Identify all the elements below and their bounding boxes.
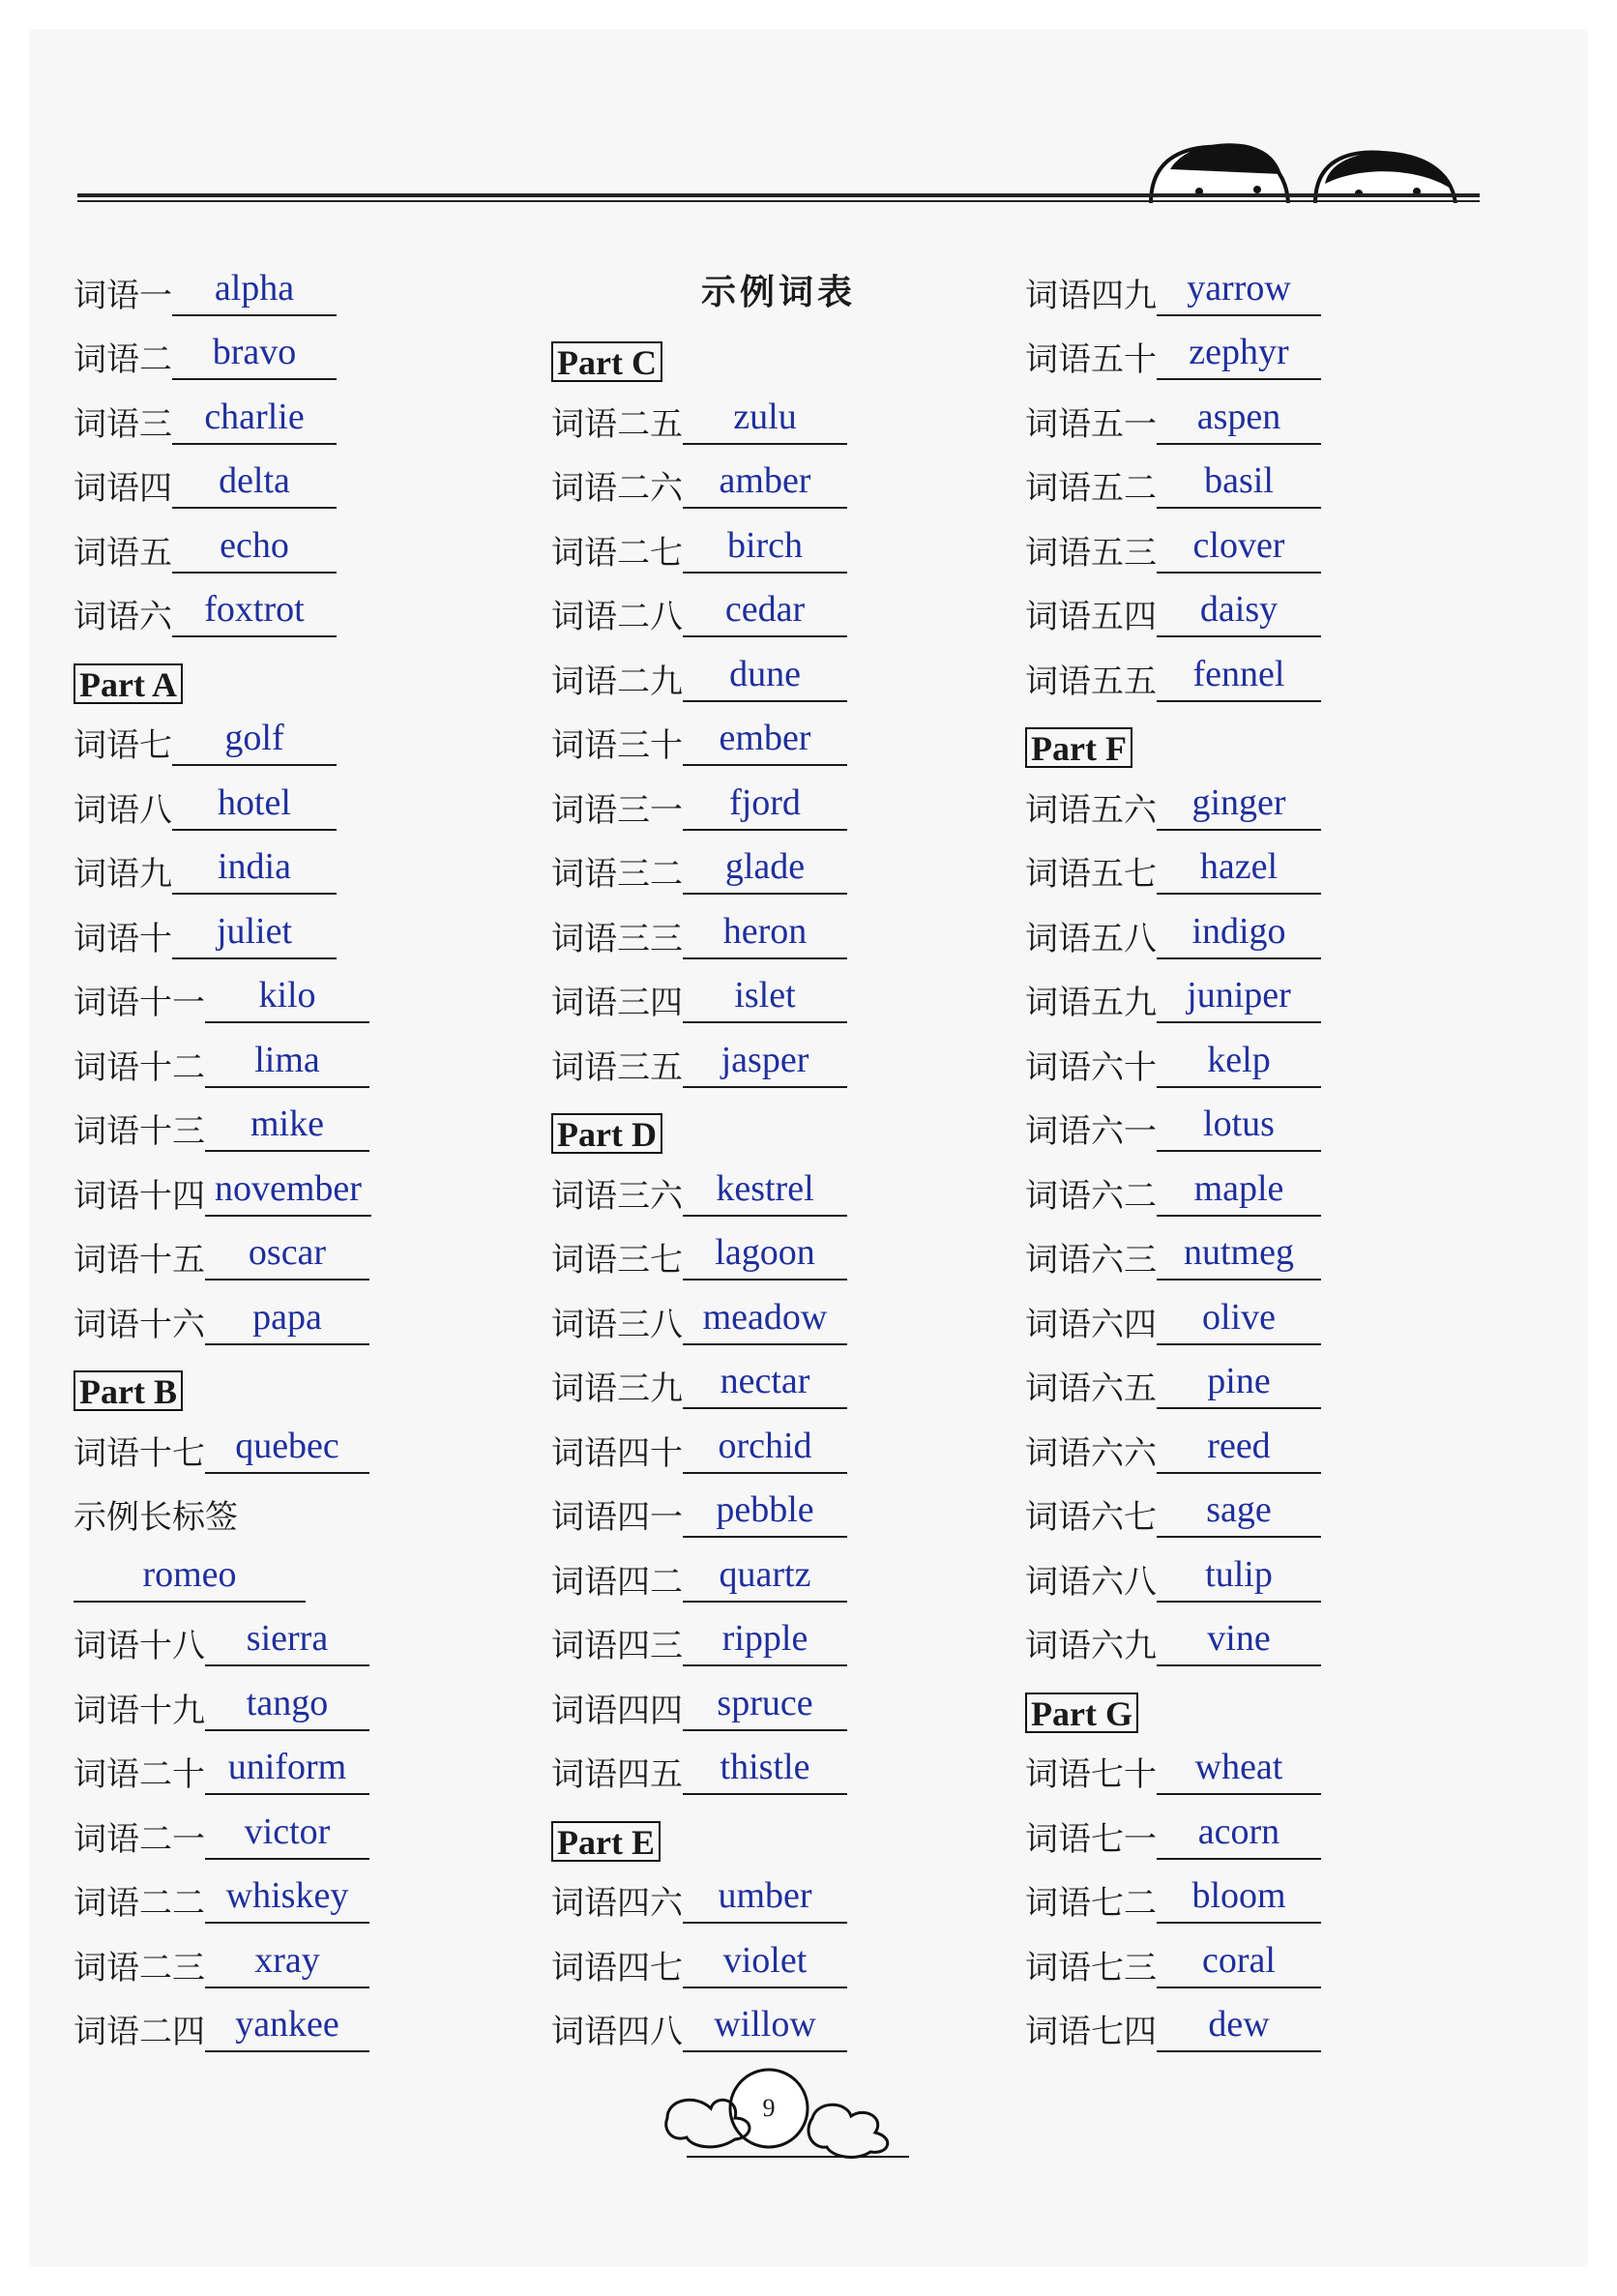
answer-blank[interactable]: coral [1157,1942,1321,1988]
chinese-term: 词语十一 [74,984,205,1022]
vocab-row [1025,1090,1480,1155]
vocab-row [551,1990,1006,2055]
chinese-term: 词语十 [74,919,172,958]
vocab-row [1025,382,1480,447]
page-number: 9 [762,2094,776,2122]
chinese-term: 词语三八 [551,1305,683,1344]
vocab-row [551,1540,1006,1604]
vocab-row [74,1090,528,1155]
vocab-row [74,1476,528,1541]
answer-blank[interactable]: tulip [1157,1556,1321,1603]
answer-blank[interactable]: india [172,848,337,895]
vocab-row [1025,1476,1480,1541]
vocab-row [551,1411,1006,1476]
vocab-row [74,1411,528,1476]
answer-blank[interactable]: november [205,1170,371,1217]
chinese-term: 词语三二 [551,855,683,894]
chinese-term: 词语四四 [551,1691,683,1730]
chinese-term: 词语三七 [551,1241,683,1280]
vocab-row [1025,639,1480,704]
chinese-term: 词语五五 [1025,662,1157,701]
answer-blank[interactable]: orchid [683,1428,847,1474]
chinese-term: 词语四七 [551,1948,683,1987]
vocab-row [551,1476,1006,1541]
answer-blank[interactable]: violet [683,1942,847,1988]
chinese-term: 词语六八 [1025,1562,1157,1602]
chinese-term: 词语十八 [74,1627,205,1665]
vocab-row [1025,768,1480,833]
chinese-term: 词语十四 [74,1176,205,1216]
chinese-term: 词语二十 [74,1755,205,1794]
vocab-row [1025,253,1480,318]
answer-blank[interactable]: clover [1157,527,1321,574]
chinese-term: 词语五六 [1025,790,1157,830]
vocab-row [1025,1990,1480,2055]
answer-blank[interactable]: jasper [683,1042,847,1088]
answer-blank[interactable]: uniform [205,1749,369,1795]
answer-blank[interactable]: fennel [1157,656,1321,702]
unit-heading: Part B [74,1370,183,1411]
vocab-row [1025,1733,1480,1798]
unit-heading: Part D [551,1113,662,1154]
answer-blank[interactable]: hotel [172,784,337,831]
answer-blank[interactable]: lima [205,1042,369,1088]
vocab-row [551,1797,1006,1862]
vocab-row [74,447,528,512]
vocab-row [551,704,1006,769]
chinese-term: 词语四八 [551,2013,683,2051]
answer-blank[interactable]: pebble [683,1491,847,1538]
chinese-term: 词语三一 [551,790,683,830]
chinese-term: 词语六六 [1025,1433,1157,1473]
vocab-row [74,1668,528,1733]
answer-blank[interactable]: dune [683,656,847,702]
answer-blank[interactable]: bravo [172,334,337,380]
unit-heading: Part C [551,341,662,382]
chinese-term: 词语五九 [1025,984,1157,1022]
chinese-term: 词语五二 [1025,469,1157,508]
answer-blank[interactable]: daisy [1157,591,1321,637]
answer-blank[interactable]: victor [205,1813,369,1860]
answer-blank[interactable]: nectar [683,1363,847,1409]
answer-blank[interactable]: quebec [205,1428,369,1474]
unit-heading: Part E [551,1821,661,1862]
answer-blank[interactable]: meadow [683,1299,847,1345]
answer-blank[interactable]: dew [1157,2006,1321,2052]
vocab-row [551,1347,1006,1412]
vocab-row [74,704,528,769]
answer-blank[interactable]: xray [205,1942,369,1988]
chinese-term: 词语四十 [551,1433,683,1473]
vocab-row [1025,833,1480,898]
chinese-term: 词语三三 [551,919,683,958]
chinese-term: 词语十九 [74,1691,205,1730]
vocab-row [551,575,1006,640]
vocab-row [551,253,1006,318]
answer-blank[interactable]: hazel [1157,848,1321,895]
vocab-row [1025,1926,1480,1990]
answer-blank[interactable]: echo [172,527,337,574]
vocab-row [1025,1282,1480,1347]
chinese-term: 词语三 [74,404,172,444]
answer-blank[interactable]: yarrow [1157,270,1321,316]
chinese-term: 词语六九 [1025,1627,1157,1665]
answer-blank[interactable]: ember [683,720,847,766]
vocab-row [551,1154,1006,1219]
answer-blank[interactable]: amber [683,462,847,509]
answer-blank[interactable]: fjord [683,784,847,831]
vocab-row [551,639,1006,704]
answer-blank[interactable]: juniper [1157,977,1321,1023]
answer-blank[interactable]: oscar [205,1234,369,1280]
chinese-term: 词语七一 [1025,1819,1157,1859]
answer-blank[interactable]: bloom [1157,1877,1321,1924]
vocab-row [74,1604,528,1669]
vocab-row [74,511,528,575]
vocab-row [551,1862,1006,1927]
chinese-term: 词语二三 [74,1948,205,1987]
vocab-row [74,1862,528,1927]
vocab-row [551,1733,1006,1798]
vocab-row [74,1025,528,1090]
unit-heading: Part F [1025,727,1132,768]
answer-blank[interactable]: sierra [205,1620,369,1666]
answer-blank[interactable]: charlie [172,398,337,445]
vocab-row [74,1347,528,1412]
answer-blank[interactable]: golf [172,720,337,766]
answer-blank[interactable]: romeo [74,1556,306,1603]
chinese-term: 词语五一 [1025,404,1157,444]
answer-blank[interactable]: glade [683,848,847,895]
answer-blank[interactable]: zulu [683,398,847,445]
chinese-term: 词语五三 [1025,533,1157,573]
answer-blank[interactable]: pine [1157,1363,1321,1409]
answer-blank[interactable]: willow [683,2006,847,2052]
vocab-row [74,833,528,898]
chinese-term: 词语二 [74,340,172,379]
chinese-term: 词语六三 [1025,1241,1157,1280]
header-rule [77,193,1480,202]
chinese-term: 词语六 [74,598,172,636]
vocab-row [1025,1219,1480,1283]
chinese-term: 词语二四 [74,2013,205,2051]
chinese-term: 词语十七 [74,1433,205,1473]
chinese-term: 词语十五 [74,1241,205,1280]
vocab-row [551,961,1006,1026]
answer-blank[interactable]: kestrel [683,1170,847,1217]
chinese-term: 词语四二 [551,1562,683,1602]
answer-blank[interactable]: lagoon [683,1234,847,1280]
vocab-row [551,511,1006,575]
chinese-term: 词语七四 [1025,2013,1157,2051]
chinese-term: 词语三四 [551,984,683,1022]
vocab-row [1025,961,1480,1026]
vocab-row [74,1990,528,2055]
vocab-row [551,1668,1006,1733]
column-2 [551,253,1006,2054]
chinese-term: 词语五十 [1025,340,1157,379]
chinese-term: 词语七十 [1025,1755,1157,1794]
chinese-term: 词语四三 [551,1627,683,1665]
vocab-row [551,897,1006,961]
answer-blank[interactable]: nutmeg [1157,1234,1321,1280]
answer-blank[interactable]: tango [205,1685,369,1731]
vocab-row [74,318,528,383]
chinese-term: 词语六五 [1025,1369,1157,1408]
answer-blank[interactable]: ripple [683,1620,847,1666]
chinese-term: 词语四六 [551,1884,683,1923]
chinese-term: 词语一 [74,276,172,315]
answer-blank[interactable]: delta [172,462,337,509]
answer-blank[interactable]: kelp [1157,1042,1321,1088]
chinese-term: 词语二八 [551,598,683,636]
answer-blank[interactable]: maple [1157,1170,1321,1217]
answer-blank[interactable]: acorn [1157,1813,1321,1860]
vocab-row [551,1090,1006,1155]
vocab-row [74,1733,528,1798]
answer-blank[interactable]: heron [683,913,847,959]
vocab-row [1025,1540,1480,1604]
page-number-ornament [658,2060,938,2176]
answer-blank[interactable]: yankee [205,2006,369,2052]
answer-blank[interactable]: papa [205,1299,369,1345]
answer-blank[interactable]: kilo [205,977,369,1023]
chinese-term: 词语七三 [1025,1948,1157,1987]
chinese-term: 词语六七 [1025,1498,1157,1537]
column-3 [1025,253,1480,2054]
chinese-term: 词语六四 [1025,1305,1157,1344]
answer-blank[interactable]: vine [1157,1620,1321,1666]
chinese-term: 词语六二 [1025,1176,1157,1216]
chinese-term: 词语五七 [1025,855,1157,894]
vocab-row [1025,704,1480,769]
answer-blank[interactable]: reed [1157,1428,1321,1474]
answer-blank[interactable]: birch [683,527,847,574]
vocab-row [74,1282,528,1347]
chinese-term: 示例长标签 [74,1498,238,1537]
answer-blank[interactable]: juliet [172,913,337,959]
vocab-row [74,639,528,704]
vocab-row [551,768,1006,833]
column-1 [74,253,528,2054]
chinese-term: 词语三十 [551,726,683,765]
answer-blank[interactable]: quartz [683,1556,847,1603]
vocab-row [551,1282,1006,1347]
vocab-row [551,1604,1006,1669]
vocab-row [551,833,1006,898]
vocab-row [1025,1347,1480,1412]
vocab-row [1025,1668,1480,1733]
cartoon-heads-icon [1132,126,1480,203]
answer-blank[interactable]: ginger [1157,784,1321,831]
chinese-term: 词语六十 [1025,1047,1157,1087]
answer-blank[interactable]: lotus [1157,1105,1321,1152]
vocab-row [1025,1604,1480,1669]
chinese-term: 词语五八 [1025,919,1157,958]
chinese-term: 词语三五 [551,1047,683,1087]
answer-blank[interactable]: islet [683,977,847,1023]
answer-blank[interactable]: sage [1157,1491,1321,1538]
vocab-row [551,447,1006,512]
answer-blank[interactable]: whiskey [205,1877,369,1924]
answer-blank[interactable]: spruce [683,1685,847,1731]
chinese-term: 词语四一 [551,1498,683,1537]
answer-blank[interactable]: indigo [1157,913,1321,959]
vocab-row [1025,1411,1480,1476]
vocab-row [551,1025,1006,1090]
vocab-row [551,382,1006,447]
chinese-term: 词语九 [74,855,172,894]
chinese-term: 词语七 [74,726,172,765]
chinese-term: 词语四九 [1025,276,1157,315]
answer-blank[interactable]: thistle [683,1749,847,1795]
answer-blank[interactable]: wheat [1157,1749,1321,1795]
vocab-row [1025,1025,1480,1090]
answer-blank[interactable]: alpha [172,270,337,316]
chinese-term: 词语十二 [74,1047,205,1087]
chinese-term: 词语八 [74,790,172,830]
chinese-term: 词语十三 [74,1112,205,1151]
chinese-term: 词语二六 [551,469,683,508]
chinese-term: 词语三九 [551,1369,683,1408]
chinese-term: 词语二一 [74,1819,205,1859]
answer-blank[interactable]: zephyr [1157,334,1321,380]
vocab-row [551,318,1006,383]
chinese-term: 词语二九 [551,662,683,701]
vocab-row [74,382,528,447]
chinese-term: 词语四五 [551,1755,683,1794]
vocab-row [74,1540,528,1604]
vocab-row [74,1926,528,1990]
answer-blank[interactable]: basil [1157,462,1321,509]
chinese-term: 词语七二 [1025,1884,1157,1923]
vocab-row [1025,1154,1480,1219]
vocab-row [551,1219,1006,1283]
vocab-row [1025,897,1480,961]
chinese-term: 词语二五 [551,404,683,444]
chinese-term: 词语五 [74,533,172,573]
vocab-row [74,897,528,961]
chinese-term: 词语三六 [551,1176,683,1216]
unit-heading: Part G [1025,1693,1138,1733]
vocab-row [1025,447,1480,512]
unit-heading: Part A [74,663,183,704]
answer-blank[interactable]: umber [683,1877,847,1924]
chinese-term: 词语六一 [1025,1112,1157,1151]
answer-blank[interactable]: olive [1157,1299,1321,1345]
vocab-row [1025,575,1480,640]
vocab-row [551,1926,1006,1990]
vocab-row [1025,511,1480,575]
page-title: 示例词表 [700,272,856,312]
answer-blank[interactable]: mike [205,1105,369,1152]
vocab-row [74,575,528,640]
answer-blank[interactable]: foxtrot [172,591,337,637]
chinese-term: 词语四 [74,469,172,508]
vocab-row [74,253,528,318]
vocab-row [74,1797,528,1862]
answer-blank[interactable]: aspen [1157,398,1321,445]
chinese-term: 词语二七 [551,533,683,573]
chinese-term: 词语二二 [74,1884,205,1923]
vocab-row [74,768,528,833]
vocab-row [74,1219,528,1283]
chinese-term: 词语五四 [1025,598,1157,636]
vocab-row [1025,1797,1480,1862]
vocab-row [1025,318,1480,383]
answer-blank[interactable]: cedar [683,591,847,637]
vocab-row [74,1154,528,1219]
vocab-row [74,961,528,1026]
chinese-term: 词语十六 [74,1305,205,1344]
vocab-row [1025,1862,1480,1927]
